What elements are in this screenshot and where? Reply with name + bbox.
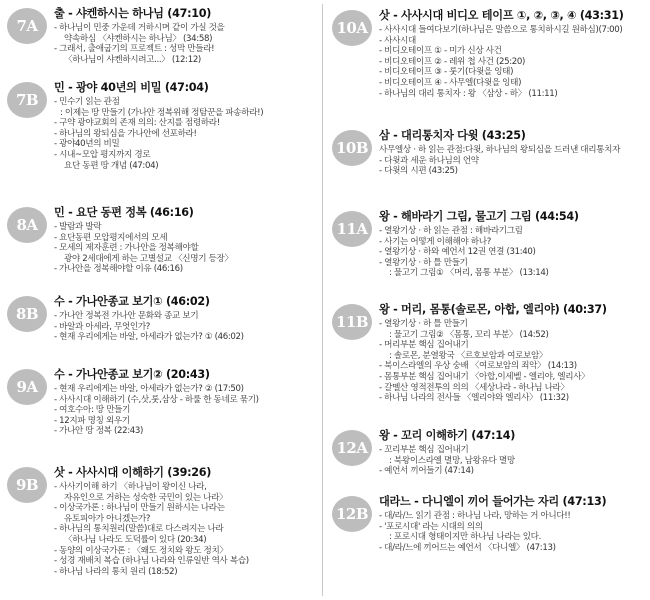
outline-line: : 이제는 땅 만들기 (가나안 정복위해 정탐꾼을 파송하라!) (60, 107, 264, 118)
outline-line: 유토피아가 아니겠는가? (64, 513, 151, 524)
lecture-outline (379, 445, 645, 477)
outline-line: - 민수기 읽는 관점 (54, 97, 120, 107)
outline-line: : 물고기 그림① 〈머리, 몸통 부분〉 (13:14) (389, 268, 549, 279)
outline-line: : 북왕이스라엘 멸망, 남왕유다 멸망 (389, 455, 515, 466)
outline-line: - 사사시대 들여다보기(하나님은 말씀으로 통치하시길 원하심)(7:00) (379, 25, 623, 35)
lecture-content (54, 6, 320, 65)
lecture-content (54, 294, 320, 343)
outline-line: - 가나안 정복전 가나안 문화와 종교 보기 (54, 311, 199, 321)
outline-line: - 열왕기상 · 하 틀 만들기 (379, 257, 468, 268)
outline-line: - 12지파 명칭 외우기 (54, 415, 130, 426)
outline-line: - 시내~모압 평지까지 경로 (54, 149, 151, 160)
outline-line: - 성경 재배치 복습 (하나님 나라와 인류일반 역사 복습) (54, 556, 249, 567)
right-column (325, 0, 645, 600)
lecture-title: 왕 - 꼬리 이해하기 (47:14) (379, 429, 516, 442)
lecture-title: 왕 - 머리, 몸통(솔로몬, 아합, 엘리야) (40:37) (379, 303, 607, 316)
outline-line: - 몸통부분 핵심 집어내기 〈아합,이세벨 - 엘리야, 엘리사〉 (379, 371, 590, 382)
lecture-content (54, 205, 320, 275)
outline-line: - 열왕기상 · 하 읽는 관점 : 해바라기그림 (379, 226, 523, 236)
lecture-outline (379, 319, 645, 404)
lecture-content (379, 8, 645, 99)
lecture-content (379, 128, 645, 177)
lecture-title: 대라느 - 다니엘이 끼어 들어가는 자리 (47:13) (379, 495, 607, 508)
left-column (0, 0, 320, 600)
outline-line: 자유인으로 거하는 성숙한 국민이 있는 나라〉 (64, 492, 228, 503)
outline-line: - 다윗과 세운 하나님의 언약 (379, 155, 479, 166)
lecture-content (54, 80, 320, 171)
lecture-content (379, 302, 645, 404)
lecture-title: 삼 - 대리통치자 다윗 (43:25) (379, 129, 526, 142)
lecture-title: 민 - 요단 동편 정복 (46:16) (54, 206, 194, 219)
outline-line: - 머리부분 핵심 집어내기 (379, 340, 469, 351)
outline-line: - 하나님의 대리 통치자 : 왕 〈삼상 - 하〉 (11:11) (379, 88, 558, 99)
outline-line: - 하나님 나라의 전사들 〈엘리야와 엘리사〉 (11:32) (379, 393, 569, 404)
lecture-number-badge: 12B (332, 496, 372, 532)
lecture-title: 왕 - 해바라기 그림, 물고기 그림 (44:54) (379, 210, 579, 223)
outline-line: - 사기는 어떻게 이해해야 하나? (379, 236, 491, 247)
outline-line: 〈하나님이 샤켄하시려고...〉 (12:12) (64, 54, 201, 65)
lecture-outline (54, 482, 320, 577)
outline-line: - 비디오테이프 ② - 레위 첩 사건 (25:20) (379, 56, 526, 67)
lecture-outline (54, 23, 320, 65)
lecture-number-badge: 8B (7, 296, 47, 332)
outline-line: - 열왕기상 · 하와 예언서 12권 연결 (31:40) (379, 247, 536, 258)
outline-line: : 물고기 그림② 〈몸통, 꼬리 부분〉 (14:52) (389, 329, 549, 340)
outline-line: - 꼬리부분 핵심 집어내기 (379, 445, 469, 455)
outline-line: - 사사시대 (379, 35, 416, 46)
lecture-number-badge: 11B (332, 304, 372, 340)
lecture-title: 민 - 광야 40년의 비밀 (47:04) (54, 81, 209, 94)
outline-line: - 바알과 아세라, 무엇인가? (54, 321, 151, 332)
outline-line: 요단 동편 땅 개념 (47:04) (64, 160, 159, 171)
lecture-number-badge: 7A (7, 8, 47, 44)
lecture-content (379, 428, 645, 477)
lecture-title: 삿 - 사사시대 이해하기 (39:26) (54, 466, 212, 479)
outline-line: 〈하나님 나라도 도덕률이 있다 (20:34) (64, 534, 207, 545)
lecture-outline (379, 145, 645, 177)
outline-line: - 하나님의 통치원리(말씀)대로 다스려지는 나라 (54, 524, 224, 535)
outline-line: - 그래서, 출애굽기의 프로젝트 : 성막 만들라! (54, 44, 215, 55)
lecture-title: 수 - 가나안종교 보기① (46:02) (54, 295, 210, 308)
outline-line: - 갈멜산 영적전투의 의의 〈세상나라 - 하나님 나라〉 (379, 382, 569, 393)
outline-line: - 북이스라엘의 우상 숭배 〈여로보암의 죄악〉 (14:13) (379, 361, 577, 372)
outline-line: - 사사기이해 하기 〈하나님이 왕이신 나라, (54, 482, 207, 492)
lecture-content (54, 465, 320, 577)
outline-line: - 다윗의 시편 (43:25) (379, 166, 458, 177)
lecture-number-badge: 10A (332, 10, 372, 46)
lecture-content (379, 209, 645, 279)
outline-line: - 대/라/느에 끼어드는 예언서 〈다니엘〉 (47:13) (379, 542, 556, 553)
outline-line: - 비디오테이프 ④ - 사무엘(다윗을 잉태) (379, 77, 522, 88)
lecture-outline (54, 97, 320, 171)
outline-line: - 가나안 땅 정복 (22:43) (54, 426, 144, 437)
lecture-number-badge: 11A (332, 211, 372, 247)
lecture-number-badge: 12A (332, 430, 372, 466)
outline-line: - 발람과 발락 (54, 222, 102, 232)
outline-line: : 솔로몬, 분열왕국 〈르호보암과 여로보암〉 (389, 350, 548, 361)
outline-line: 약속하심 〈샤켄하시는 하나님〉 (34:58) (64, 33, 213, 44)
outline-line: 사무엘상 · 하 읽는 관점:다윗, 하나님의 왕되심을 드러낸 대리통치자 (379, 145, 621, 155)
outline-line: - 사사시대 이해하기 (수,삿,룻,삼상 - 하룰 한 동네로 묶기) (54, 394, 259, 405)
lecture-content (379, 494, 645, 553)
outline-line: - 여호수아: 땅 만들기 (54, 405, 131, 416)
outline-line: - 예언서 끼어들기 (47:14) (379, 466, 474, 477)
outline-line: - 현재 우리에게는 바알, 아세라가 없는가? ① (46:02) (54, 332, 244, 343)
outline-line: - 요단동편 모압평지에서의 모세 (54, 232, 168, 243)
lecture-outline (54, 311, 320, 343)
lecture-number-badge: 10B (332, 130, 372, 166)
lecture-number-badge: 7B (7, 82, 47, 118)
lecture-title: 삿 - 사사시대 비디오 테이프 ①, ②, ③, ④ (43:31) (379, 9, 624, 22)
lecture-outline (379, 226, 645, 279)
outline-line: - 모세의 제자훈련 : 가나안을 정복해야할 (54, 243, 199, 254)
lecture-outline (54, 384, 320, 437)
column-divider (322, 4, 323, 596)
lecture-number-badge: 9A (7, 369, 47, 405)
outline-line: - 하나님이 민중 가운데 거하시며 같이 가실 것을 (54, 23, 225, 33)
lecture-number-badge: 8A (7, 207, 47, 243)
outline-line: - 이상국가론 : 하나님이 만들기 원하시는 나라는 (54, 503, 225, 514)
lecture-outline (379, 511, 645, 553)
outline-line: - '포로시대' 라는 시대의 의의 (379, 521, 483, 532)
outline-line: - 하나님 나라의 통치 원리 (18:52) (54, 566, 178, 577)
outline-line: - 구약 광야교회의 존재 의의: 산지를 점령하라! (54, 118, 220, 129)
outline-line: - 비디오테이프 ③ - 룻기(다윗을 잉태) (379, 67, 514, 78)
outline-line: - 열왕기상 · 하 틀 만들기 (379, 319, 468, 329)
outline-line: - 광야40년의 비밀 (54, 139, 120, 150)
outline-line: - 현재 우리에게는 바알, 아세라가 없는가? ② (17:50) (54, 384, 244, 394)
lecture-title: 수 - 가나안종교 보기② (20:43) (54, 368, 210, 381)
lecture-outline (379, 25, 645, 99)
lecture-title: 출 - 샤켄하시는 하나님 (47:10) (54, 7, 212, 20)
outline-line: - 비디오테이프 ① - 미가 신상 사건 (379, 46, 502, 57)
outline-line: - 가나안을 정복해야할 이유 (46:16) (54, 264, 183, 275)
lecture-outline (54, 222, 320, 275)
outline-line: 광야 2세대에게 하는 고별설교 〈신명기 등장〉 (64, 253, 233, 264)
outline-line: - 대/라/느 읽기 관점 : 하나님 나라, 망하는 거 아니다!! (379, 511, 571, 521)
outline-line: : 포로시대 형태이지만 하나님 나라는 있다. (389, 532, 542, 543)
lecture-number-badge: 9B (7, 467, 47, 503)
outline-line: - 동양의 이상국가론 : 〈왜도 정치와 왕도 정치〉 (54, 545, 228, 556)
outline-line: - 하나님의 왕되심을 가나안에 선포하라! (54, 128, 197, 139)
lecture-content (54, 367, 320, 437)
